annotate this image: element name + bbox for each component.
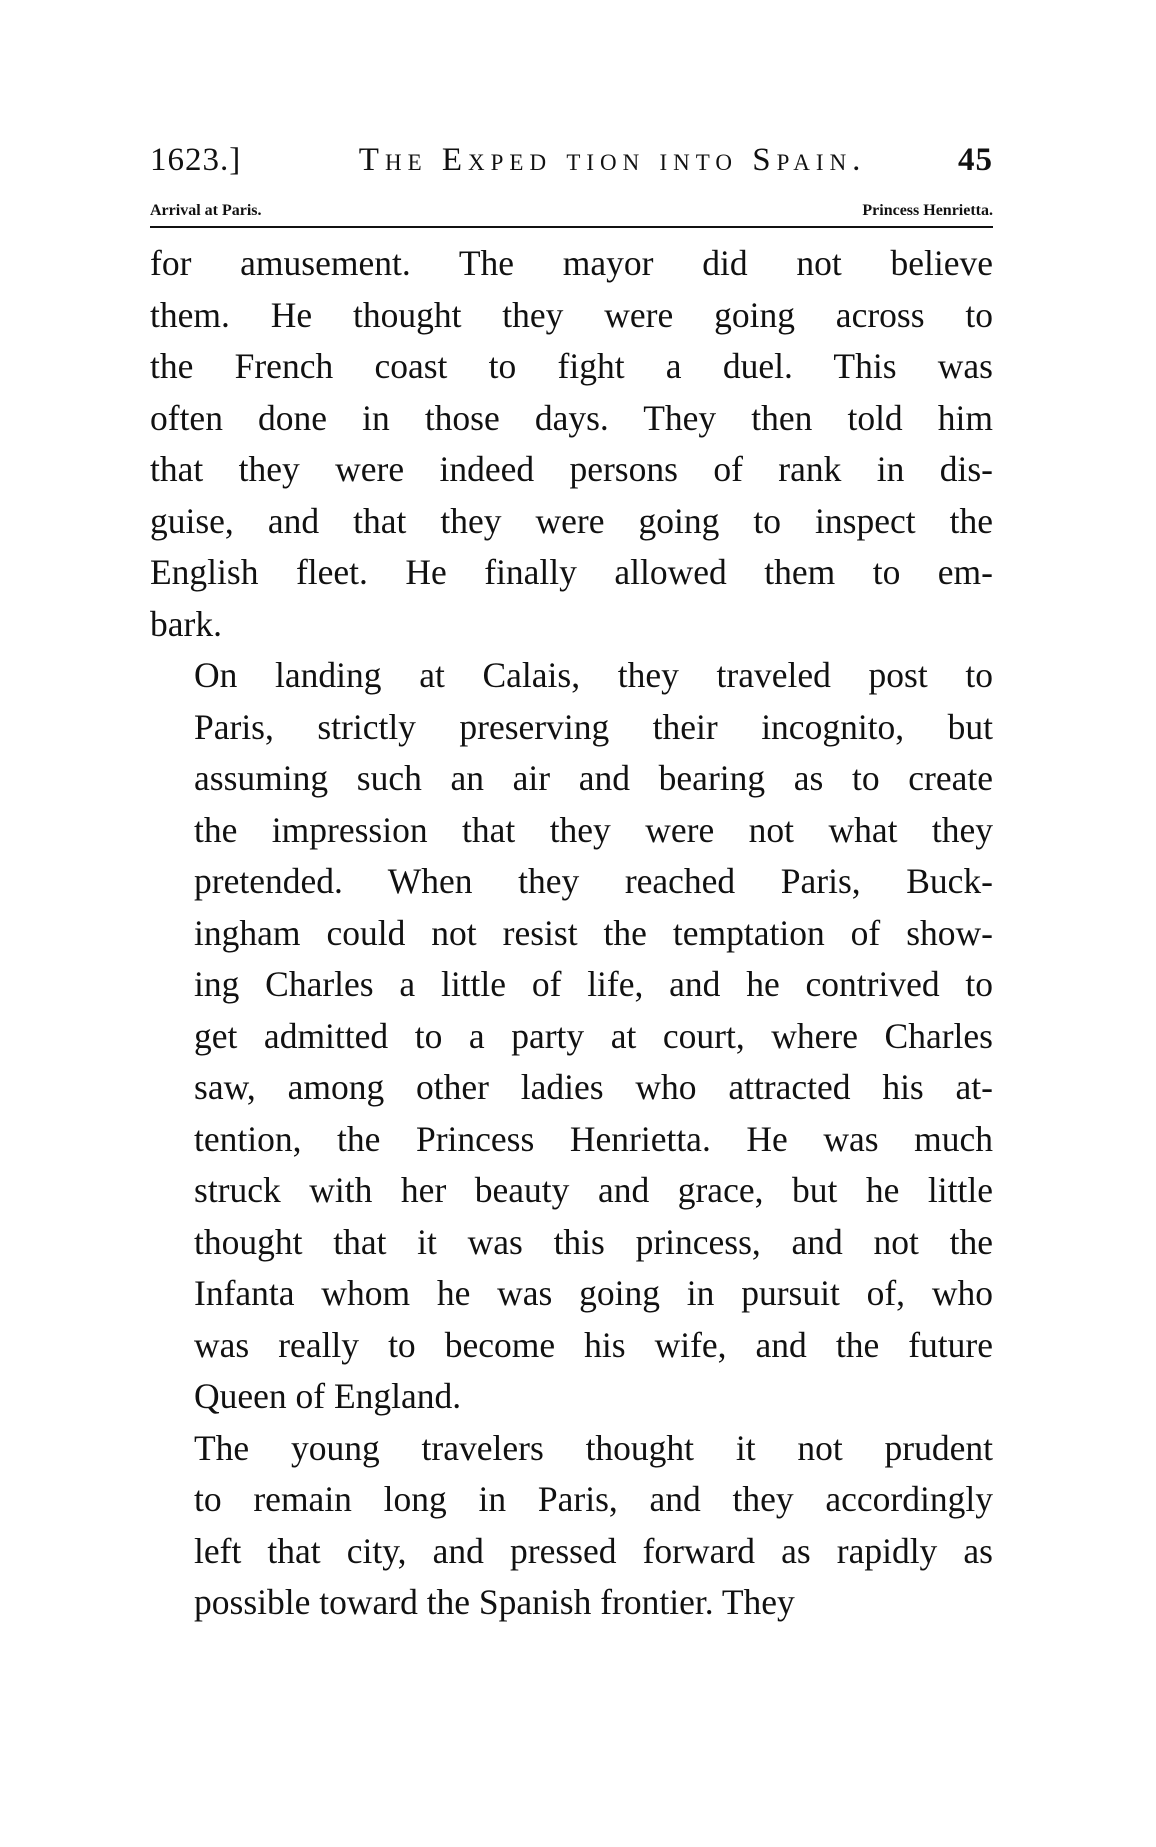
text-line: struck with her beauty and grace, but he little [194, 1170, 993, 1210]
text-line: the French coast to fight a duel. This was [150, 346, 993, 386]
text-line: The young travelers thought it not prudent [194, 1427, 993, 1468]
text-line: English fleet. He finally allowed them to em- [150, 552, 993, 592]
text-line: saw, among other ladies who attracted his at- [194, 1067, 993, 1107]
text-line: often done in those days. They then told him [150, 397, 993, 438]
text-line: the impression that they were not what they [194, 809, 993, 850]
paragraph [150, 1423, 993, 1629]
book-page [150, 140, 993, 1629]
text-line: for amusement. The mayor did not believe [150, 243, 993, 283]
text-line: Queen of England. [194, 1376, 462, 1416]
paragraph [150, 238, 993, 650]
paragraph [150, 650, 993, 1423]
text-line: was really to become his wife, and the future [194, 1324, 993, 1365]
text-line: them. He thought they were going across to [150, 294, 993, 335]
body-text [150, 238, 993, 1629]
text-line: guise, and that they were going to inspect the [150, 500, 993, 541]
text-line: ing Charles a little of life, and he contrived to [194, 964, 993, 1004]
text-line: ingham could not resist the temptation of show- [194, 912, 993, 953]
running-head [150, 140, 993, 180]
text-line: assuming such an air and bearing as to create [194, 758, 993, 798]
subheader [150, 202, 993, 228]
chapter-title: The Exped tion into Spain. [358, 142, 867, 178]
text-line: possible toward the Spanish frontier. They [194, 1582, 795, 1622]
text-line: On landing at Calais, they traveled post to [194, 655, 993, 695]
text-line: get admitted to a party at court, where Charles [194, 1015, 993, 1056]
text-line: to remain long in Paris, and they accordingly [194, 1479, 993, 1519]
subheader-left: Arrival at Paris. [150, 202, 262, 219]
text-line: Infanta whom he was going in pursuit of, who [194, 1273, 993, 1313]
text-line: Paris, strictly preserving their incognito, but [194, 706, 993, 747]
text-line: thought that it was this princess, and not the [194, 1221, 993, 1262]
text-line: that they were indeed persons of rank in dis- [150, 449, 993, 489]
page-number: 45 [957, 142, 993, 178]
text-line: tention, the Princess Henrietta. He was much [194, 1118, 993, 1159]
year-label: 1623.] [150, 142, 242, 178]
subheader-right: Princess Henrietta. [862, 202, 993, 219]
text-line: left that city, and pressed forward as rapidly as [194, 1530, 993, 1571]
text-line: pretended. When they reached Paris, Buck- [194, 861, 993, 901]
text-line: bark. [150, 603, 222, 644]
